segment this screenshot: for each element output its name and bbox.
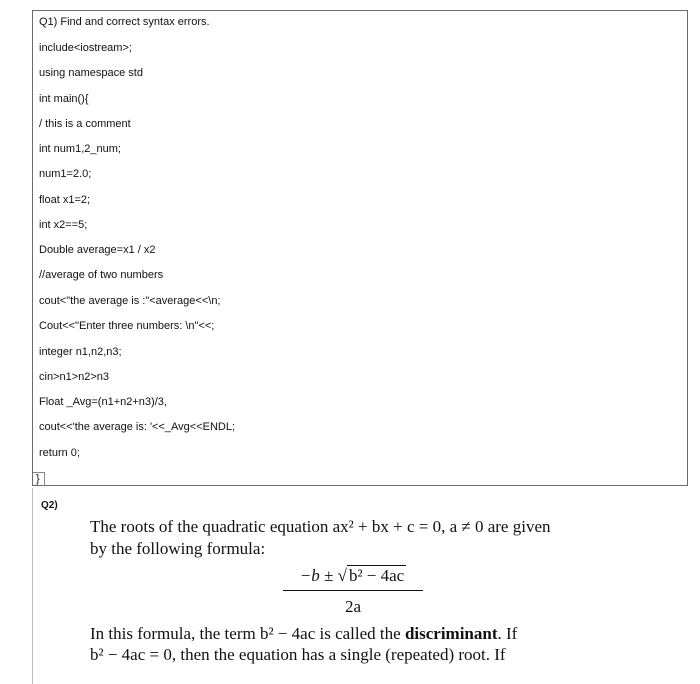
question-2-title: Q2) [41,500,58,511]
code-line: cin>n1>n2>n3 [39,371,110,383]
code-line: using namespace std [39,67,143,79]
formula-radicand: b² − 4ac [348,566,405,585]
discriminant-term: discriminant [404,624,498,643]
code-line: integer n1,n2,n3; [39,346,122,358]
discriminant-line-1 [90,623,616,644]
code-line: float x1=2; [39,194,91,206]
code-line: Cout<<"Enter three numbers: \n"<<; [39,320,215,332]
intro-line-1: The roots of the quadratic equation ax² + bx + c = 0, a ≠ 0 are given [90,517,551,536]
intro-line-2: by the following formula: [90,539,266,558]
question-2-section [32,488,689,684]
code-line: int num1,2_num; [39,143,121,155]
code-line: int main(){ [39,93,89,105]
closing-brace: } [33,472,45,486]
code-line: int x2==5; [39,219,88,231]
discriminant-line-2: b² − 4ac = 0, then the equation has a single (repeated) root. If [90,645,506,664]
quadratic-formula [283,566,423,617]
question-1-title: Q1) Find and correct syntax errors. [39,16,210,28]
code-line: num1=2.0; [39,168,92,180]
intro-paragraph [90,516,630,560]
code-line: Float _Avg=(n1+n2+n3)/3, [39,396,167,408]
code-line: include<iostream>; [39,42,132,54]
code-line: return 0; [39,447,80,459]
sqrt-symbol: √ [337,566,347,585]
discriminant-text-a: In this formula, the term b² − 4ac is called the [90,624,405,643]
formula-denominator: 2a [344,597,362,616]
code-line: / this is a comment [39,118,131,130]
discriminant-paragraph [90,623,616,665]
formula-numerator [283,566,423,591]
code-line: //average of two numbers [39,269,164,281]
code-line: cout<<'the average is: '<<_Avg<<ENDL; [39,421,236,433]
code-line: Double average=x1 / x2 [39,244,156,256]
question-1-box [32,10,688,486]
discriminant-text-b: . If [497,624,518,643]
code-line: cout<"the average is :"<average<<\n; [39,295,221,307]
formula-numerator-prefix: −b ± [299,566,338,585]
